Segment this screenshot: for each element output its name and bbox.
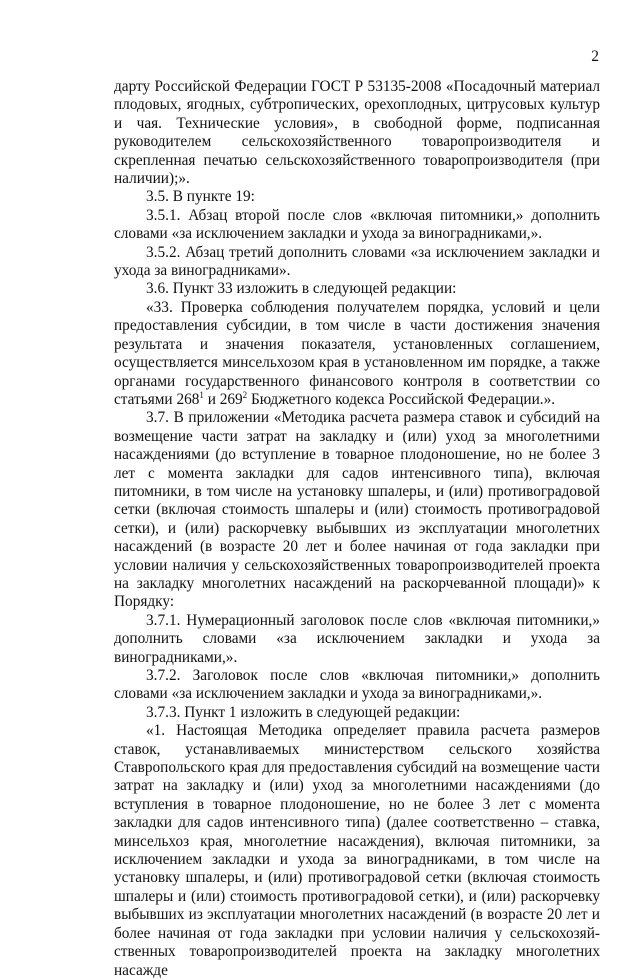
paragraph-7: 3.7. В приложении «Методика расчета размера ставок и субсидий на возмещение части затрат на закладку и (или) уход за многолетними насаждениями (до вступление в товарное плодоношение, но не более 3 лет с момента закладки для садов интенсивного типа), включая питомники, в том числе на установку шпалеры, и (или) противоградовой сетки (включая стоимость шпалеры и (или) стоимость противоградовой сетки), и (или) раскорчевку выбывших из эксплуатации многолетних насаждений (в возрасте 20 лет и более начиная от года закладки при условии наличия у сельскохозяйственных товаропроизводителей проекта на закладку многолетних насаждений на раскорчеванной площади)» к Порядку: xyxy=(114,409,600,611)
footnote-sup-1: 1 xyxy=(199,389,204,400)
footnote-sup-2: 2 xyxy=(242,389,248,400)
paragraph-6 xyxy=(114,299,600,409)
paragraph-1: дарту Российской Федерации ГОСТ Р 53135-2008 «Посадочный материал плодовых, ягодных, субтропических, орехоплодных, цитрусовых культур и чая. Технические условия», в свободной форме, подписанная руководителем сельскохозяйственного товаропроизводителя и скрепленная печатью сельскохозяйственного товаропроизводителя (при наличии);». xyxy=(114,78,600,188)
paragraph-6-mid: и 269 xyxy=(203,390,243,408)
paragraph-4: 3.5.2. Абзац третий дополнить словами «за исключением закладки и ухода за виноградниками». xyxy=(114,243,600,280)
paragraph-8: 3.7.1. Нумерационный заголовок после слов «включая питомники,» дополнить словами «за исключением закладки и ухода за виноградниками,». xyxy=(114,611,600,666)
paragraph-9: 3.7.2. Заголовок после слов «включая питомники,» дополнить словами «за исключением закладки и ухода за виноградниками,». xyxy=(114,667,600,703)
page-number: 2 xyxy=(591,48,599,65)
document-body xyxy=(114,78,600,980)
paragraph-6-tail: Бюджетного кодекса Российской Федерации.». xyxy=(247,390,556,408)
paragraph-11: «1. Настоящая Методика определяет правила расчета размеров ставок, устанавливаемых министерством сельского хозяйства Ставропольского края для предоставления субсидий на возмещение части затрат на закладку и (или) уход за многолетними насаждениями (до вступления в товарное плодоношение, но не более 3 лет с момента закладки для садов интенсивного типа) (далее соответственно – ставка, минсельхоз края, многолетние насаждения), включая питомники, за исключением закладки и ухода за виноградниками, в том числе на установку шпалеры, и (или) противоградовой сетки (включая стоимость шпалеры и (или) стоимость противоградовой сетки), и (или) раскорчевку выбывших из эксплуатации многолетних насаждений (в возрасте 20 лет и более начиная от года закладки при условии наличия у сельскохозяйственных товаропроизводителей проекта на закладку многолетних насажде xyxy=(114,722,600,979)
paragraph-2: 3.5. В пункте 19: xyxy=(146,188,255,206)
paragraph-6-text: «33. Проверка соблюдения получателем порядка, условий и цели предоставления субсидии, в том числе в части достижения значения результата и значения показателя, установленных соглашением, осуществляется минсельхозом края в установленном им порядке, а также органами государственного финансового контроля в соответствии со статьями 268 xyxy=(114,298,600,408)
paragraph-5: 3.6. Пункт 33 изложить в следующей редакции: xyxy=(146,280,457,298)
paragraph-3: 3.5.1. Абзац второй после слов «включая питомники,» дополнить словами «за исключением закладки и ухода за виноградниками,». xyxy=(114,206,600,243)
paragraph-10: 3.7.3. Пункт 1 изложить в следующей редакции: xyxy=(146,703,461,721)
